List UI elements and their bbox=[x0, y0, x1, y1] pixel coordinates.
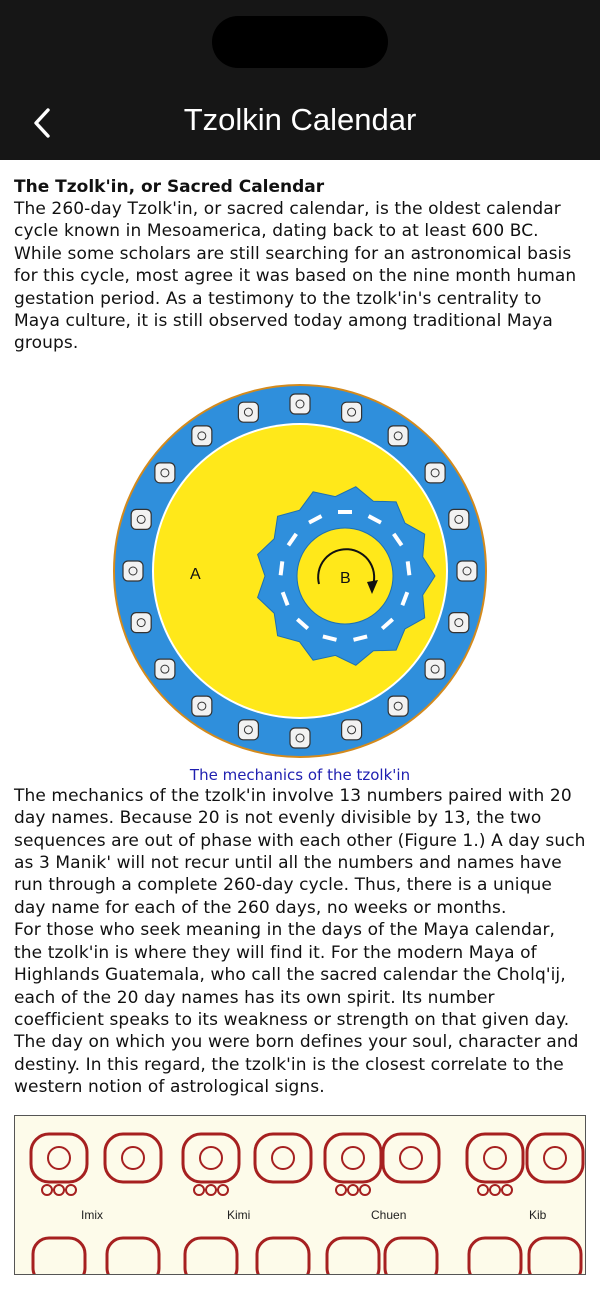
day-glyph bbox=[238, 720, 258, 740]
status-bar bbox=[0, 0, 600, 92]
day-glyph-inner bbox=[48, 1147, 70, 1169]
day-glyph-cartouche bbox=[105, 1134, 161, 1182]
glyph-pedestal bbox=[218, 1185, 228, 1195]
glyph-pedestal bbox=[54, 1185, 64, 1195]
day-glyph-cartouche bbox=[255, 1134, 311, 1182]
day-glyph-cartouche-row2 bbox=[327, 1238, 379, 1274]
meaning-paragraph: For those who seek meaning in the days of the Maya calendar, the tzolk'in is where they will find it. For the modern Maya of Highlands Guatemala, who call the sacred calendar the Cholq'ij, each of the 20 day names has its own spirit. Its number coefficient speaks to its weakness or strength on that given day. The day on which you were born defines your soul, character and destiny. In this regard, the tzolk'in is the closest correlate to the western notion of astrological signs. bbox=[14, 920, 579, 1098]
day-glyph bbox=[290, 728, 310, 748]
day-glyph-cartouche bbox=[183, 1134, 239, 1182]
wheel-label-b: B bbox=[340, 569, 351, 587]
glyph-pedestal bbox=[478, 1185, 488, 1195]
day-glyph-cartouche bbox=[527, 1134, 583, 1182]
navigation-bar bbox=[0, 92, 600, 160]
day-glyph bbox=[449, 509, 469, 529]
day-glyph bbox=[457, 561, 477, 581]
day-glyph bbox=[155, 659, 175, 679]
day-glyph bbox=[131, 509, 151, 529]
day-glyph-inner bbox=[400, 1147, 422, 1169]
day-glyph-inner bbox=[122, 1147, 144, 1169]
day-glyphs-drawing bbox=[15, 1116, 585, 1274]
figure-caption: The mechanics of the tzolk'in bbox=[189, 765, 411, 784]
glyph-label-kimi: Kimi bbox=[227, 1207, 251, 1222]
glyph-pedestal bbox=[194, 1185, 204, 1195]
day-glyph-inner bbox=[272, 1147, 294, 1169]
day-glyph bbox=[155, 463, 175, 483]
glyph-pedestal bbox=[206, 1185, 216, 1195]
day-glyph bbox=[192, 426, 212, 446]
page-title: Tzolkin Calendar bbox=[183, 102, 417, 137]
day-glyph bbox=[425, 659, 445, 679]
day-glyph bbox=[342, 720, 362, 740]
glyph-pedestal bbox=[360, 1185, 370, 1195]
day-glyph-inner bbox=[342, 1147, 364, 1169]
tzolkin-wheel-diagram bbox=[110, 381, 490, 761]
day-glyph-cartouche bbox=[31, 1134, 87, 1182]
intro-paragraph: The 260-day Tzolk'in, or sacred calendar, is the oldest calendar cycle known in Mesoamerica, dating back to at least 600 BC. While some scholars are still searching for an astronomical basis for this cycle, most agree it was based on the nine month human gestation period. As a testimony to the tzolk'in's centrality to Maya culture, it is still observed today among traditional Maya groups. bbox=[14, 199, 577, 354]
glyph-pedestal bbox=[348, 1185, 358, 1195]
day-glyph bbox=[192, 696, 212, 716]
glyph-pedestal bbox=[490, 1185, 500, 1195]
wheel-label-a: A bbox=[190, 565, 201, 583]
day-glyph-cartouche-row2 bbox=[529, 1238, 581, 1274]
glyph-pedestal bbox=[502, 1185, 512, 1195]
glyph-pedestal bbox=[42, 1185, 52, 1195]
day-glyph-cartouche-row2 bbox=[469, 1238, 521, 1274]
day-glyph-cartouche-row2 bbox=[33, 1238, 85, 1274]
day-glyph bbox=[342, 402, 362, 422]
camera-notch bbox=[212, 16, 388, 68]
glyph-pedestal bbox=[336, 1185, 346, 1195]
day-glyph-cartouche-row2 bbox=[185, 1238, 237, 1274]
number-bar bbox=[338, 510, 352, 514]
day-glyph-cartouche-row2 bbox=[107, 1238, 159, 1274]
section-title: The Tzolk'in, or Sacred Calendar bbox=[14, 177, 325, 197]
day-glyph bbox=[449, 612, 469, 632]
day-glyph-cartouche-row2 bbox=[257, 1238, 309, 1274]
day-glyph bbox=[123, 561, 143, 581]
day-glyph-cartouche bbox=[325, 1134, 381, 1182]
day-glyphs-image bbox=[14, 1115, 586, 1275]
mechanics-paragraph: The mechanics of the tzolk'in involve 13 numbers paired with 20 day names. Because 20 is not evenly divisible by 13, the two sequences are out of phase with each other (Figure 1.) A day such as 3 Manik' will not recur until all the numbers and names have run through a complete 260-day cycle. Thus, there is a unique day name for each of the 260 days, no weeks or months. bbox=[14, 785, 586, 918]
tzolkin-wheel-figure bbox=[14, 381, 586, 761]
day-glyph bbox=[388, 426, 408, 446]
day-glyph-inner bbox=[544, 1147, 566, 1169]
day-glyph-cartouche bbox=[467, 1134, 523, 1182]
day-glyph bbox=[238, 402, 258, 422]
glyph-label-kib: Kib bbox=[529, 1207, 547, 1222]
glyph-label-chuen: Chuen bbox=[371, 1207, 407, 1222]
day-glyph bbox=[290, 394, 310, 414]
day-glyph bbox=[425, 463, 445, 483]
glyph-label-imix: Imix bbox=[81, 1207, 103, 1222]
article-content bbox=[14, 160, 586, 1275]
glyph-pedestal bbox=[66, 1185, 76, 1195]
day-glyph-inner bbox=[484, 1147, 506, 1169]
day-glyph-inner bbox=[200, 1147, 222, 1169]
day-glyph-cartouche bbox=[383, 1134, 439, 1182]
day-glyph bbox=[388, 696, 408, 716]
day-glyph-cartouche-row2 bbox=[385, 1238, 437, 1274]
day-glyph bbox=[131, 612, 151, 632]
